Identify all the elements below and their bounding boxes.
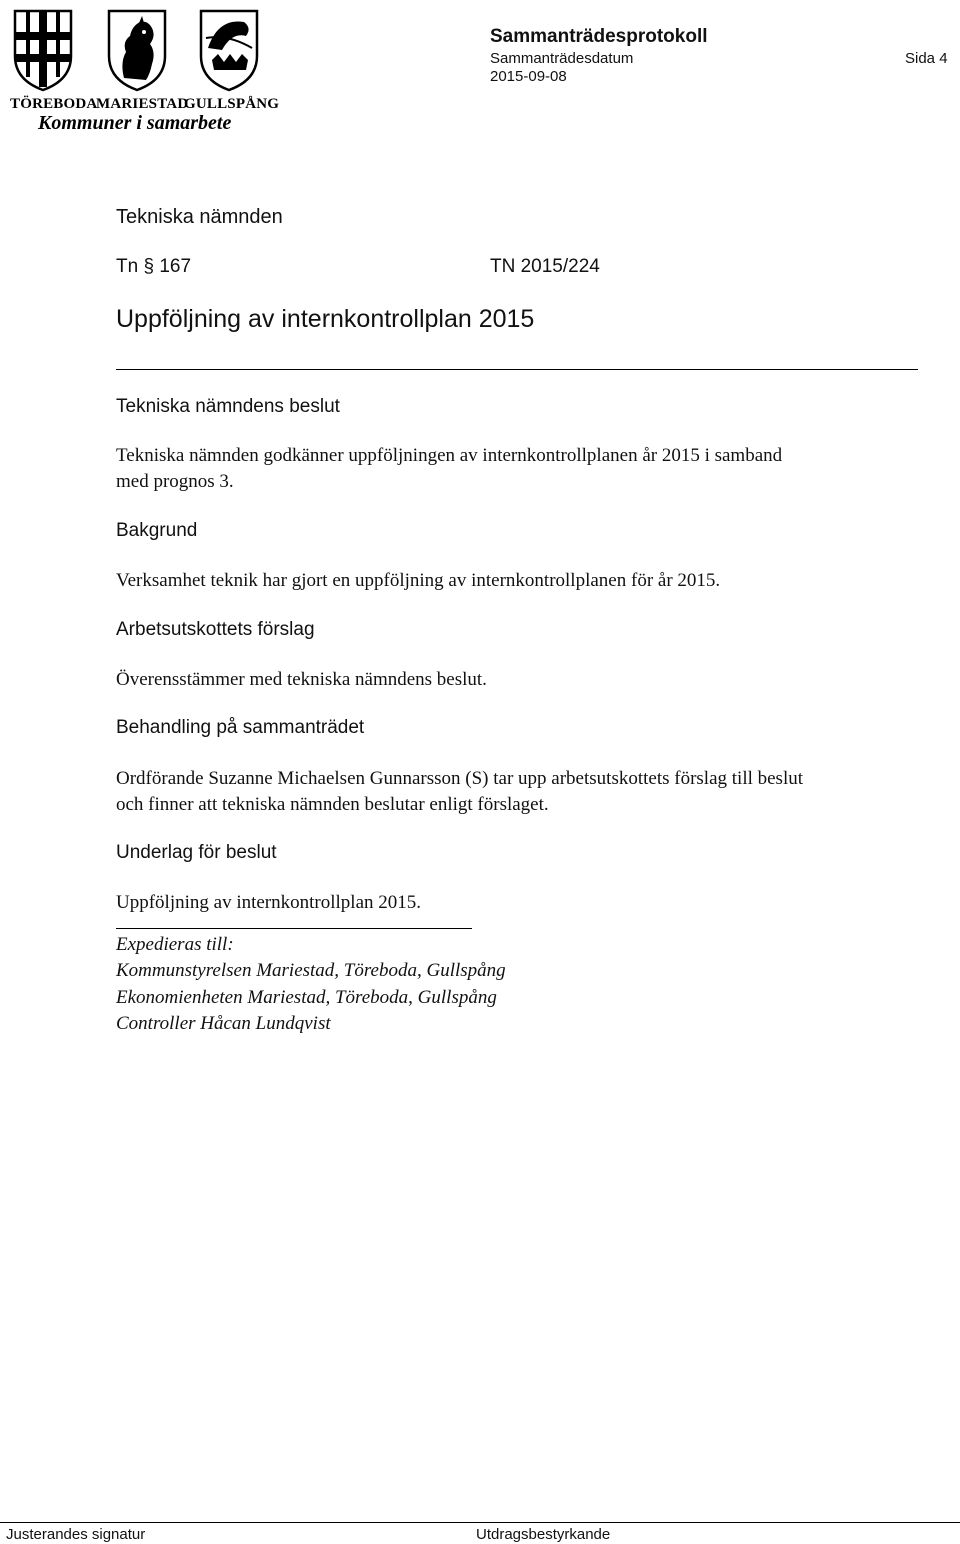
case-number [116, 256, 191, 278]
proposal-text: Överensstämmer med tekniska nämndens beslut. [116, 669, 487, 690]
case-number-value: 167 [159, 256, 192, 277]
document-title: Sammanträdesprotokoll [490, 26, 708, 47]
mariestad-crest-icon [106, 8, 168, 92]
signature-label: Justerandes signatur [6, 1526, 146, 1543]
page-number: Sida 4 [905, 50, 948, 67]
distribution-recipient: Ekonomienheten Mariestad, Töreboda, Gullspång [116, 987, 497, 1008]
decision-text-line-2: med prognos 3. [116, 471, 234, 492]
distribution-heading: Expedieras till: [116, 934, 234, 955]
committee-name: Tekniska nämnden [116, 206, 283, 228]
case-label: Tn [116, 256, 139, 277]
municipality-mariestad: MARIESTAD [96, 96, 189, 112]
municipal-logos [8, 4, 280, 134]
basis-divider [116, 928, 472, 929]
toreboda-crest-icon [12, 8, 74, 92]
basis-heading: Underlag för beslut [116, 842, 277, 863]
heading-divider [116, 369, 918, 370]
background-heading: Bakgrund [116, 520, 198, 541]
logo-tagline: Kommuner i samarbete [38, 112, 232, 134]
basis-text: Uppföljning av internkontrollplan 2015. [116, 892, 422, 913]
distribution-recipient: Controller Håcan Lundqvist [116, 1013, 331, 1034]
meeting-date-label: Sammanträdesdatum [490, 50, 634, 67]
handling-heading: Behandling på sammanträdet [116, 717, 365, 738]
gullspang-crest-icon [198, 8, 260, 92]
certification-label: Utdragsbestyrkande [476, 1526, 611, 1543]
diary-number: TN 2015/224 [490, 256, 600, 277]
handling-text-line-2: och finner att tekniska nämnden beslutar enligt förslaget. [116, 794, 549, 815]
municipality-gullspang: GULLSPÅNG [184, 96, 280, 112]
case-subject: Uppföljning av internkontrollplan 2015 [116, 305, 535, 333]
paragraph-sign: § [143, 256, 155, 277]
handling-text-line-1: Ordförande Suzanne Michaelsen Gunnarsson (S) tar upp arbetsutskottets förslag till beslut [116, 768, 804, 789]
decision-text-line-1: Tekniska nämnden godkänner uppföljningen av internkontrollplanen år 2015 i samband [116, 445, 783, 466]
distribution-recipient: Kommunstyrelsen Mariestad, Töreboda, Gullspång [116, 960, 506, 981]
meeting-date-value: 2015-09-08 [490, 68, 567, 85]
proposal-heading: Arbetsutskottets förslag [116, 619, 315, 640]
footer-divider [0, 1522, 960, 1523]
decision-heading: Tekniska nämndens beslut [116, 396, 340, 417]
background-text: Verksamhet teknik har gjort en uppföljning av internkontrollplanen för år 2015. [116, 570, 721, 591]
municipality-toreboda: TÖREBODA [10, 96, 98, 112]
